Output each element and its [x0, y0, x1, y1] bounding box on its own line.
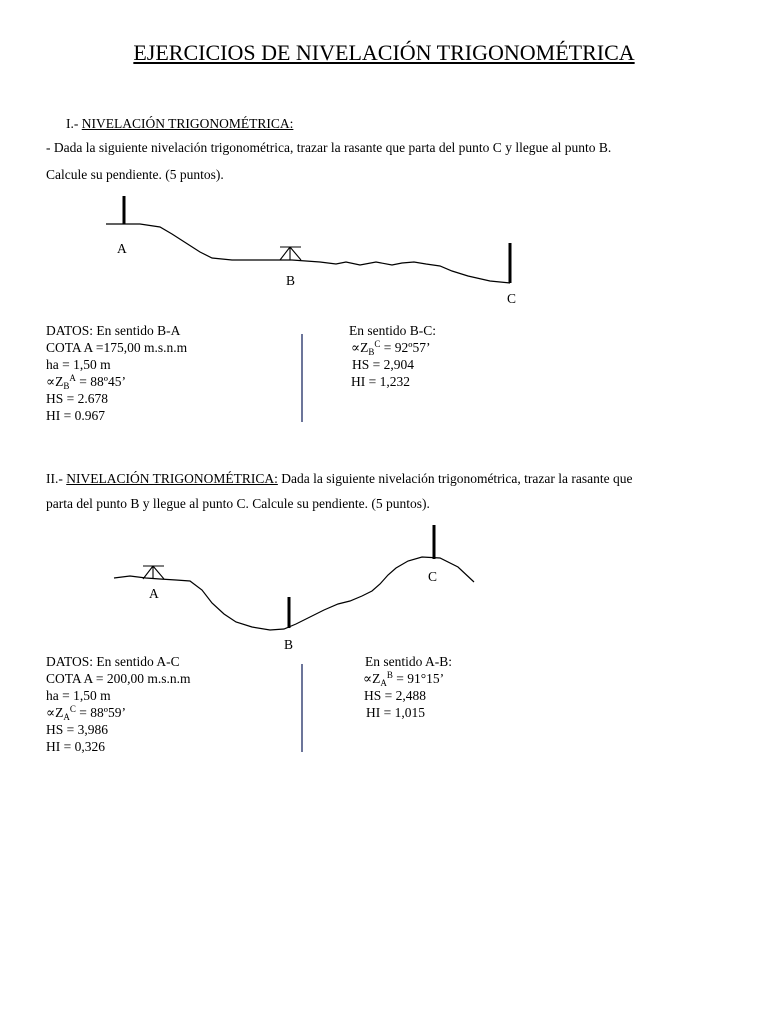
azimuth-symbol: ∝Z	[363, 671, 381, 686]
point-label-a-2: A	[149, 586, 159, 601]
sec2-right-hi: HI = 1,015	[366, 705, 425, 720]
sec2-left-header: DATOS: En sentido A-C	[46, 654, 180, 669]
sec1-left-hs: HS = 2.678	[46, 391, 108, 406]
azimuth-sup: C	[69, 704, 76, 714]
sec1-right-header: En sentido B-C:	[349, 323, 436, 338]
sec1-instruction-line2: Calcule su pendiente. (5 puntos).	[46, 167, 224, 182]
sec2-left-hs: HS = 3,986	[46, 722, 108, 737]
sec2-data-left	[46, 653, 191, 755]
sec1-left-cota: COTA A =175,00 m.s.n.m	[46, 340, 188, 355]
point-label-a-1: A	[117, 241, 127, 256]
azimuth-sub: A	[380, 678, 387, 688]
sec1-left-ha: ha = 1,50 m	[46, 357, 111, 372]
azimuth-sub: B	[63, 381, 70, 391]
azimuth-sub: B	[368, 347, 375, 357]
page-title: EJERCICIOS DE NIVELACIÓN TRIGONOMÉTRICA	[133, 40, 635, 65]
azimuth-sup: A	[69, 373, 76, 383]
azimuth-symbol: ∝Z	[46, 705, 64, 720]
sec2-right-azimuth	[355, 670, 452, 687]
terrain-profile-2	[114, 557, 474, 630]
azimuth-sup: C	[374, 339, 381, 349]
azimuth-sub: A	[63, 712, 70, 722]
point-label-c-1: C	[507, 291, 517, 306]
sec1-left-azimuth	[46, 373, 187, 390]
instrument-a-2	[143, 566, 164, 579]
sec2-instruction-line1: Dada la siguiente nivelación trigonométrica, trazar la rasante que	[281, 471, 633, 486]
sec1-heading: NIVELACIÓN TRIGONOMÉTRICA:	[81, 116, 294, 131]
sec2-left-cota: COTA A = 200,00 m.s.n.m	[46, 671, 191, 686]
azimuth-value: = 91°15’	[396, 671, 445, 686]
azimuth-value: = 88º59’	[79, 705, 126, 720]
azimuth-symbol: ∝Z	[351, 340, 369, 355]
instrument-b-1	[280, 247, 301, 260]
sec1-data-left	[46, 322, 187, 424]
sec2-heading: NIVELACIÓN TRIGONOMÉTRICA:	[66, 471, 278, 486]
sec1-left-header: DATOS: En sentido B-A	[46, 323, 181, 338]
sec1-number: I.-	[66, 116, 79, 131]
azimuth-symbol: ∝Z	[46, 374, 64, 389]
sec1-right-azimuth	[339, 339, 436, 356]
sec1-right-hi: HI = 1,232	[351, 374, 410, 389]
profile-diagram-2	[114, 525, 474, 630]
sec2-left-ha: ha = 1,50 m	[46, 688, 111, 703]
sec2-number: II.-	[46, 471, 63, 486]
azimuth-value: = 92º57’	[383, 340, 431, 355]
sec2-left-azimuth	[46, 704, 191, 721]
sec2-right-hs: HS = 2,488	[364, 688, 426, 703]
point-label-b-1: B	[286, 273, 296, 288]
azimuth-sup: B	[386, 670, 393, 680]
sec1-instruction-line1: - Dada la siguiente nivelación trigonométrica, trazar la rasante que parta del punto C y llegue al punto B.	[46, 140, 612, 155]
azimuth-value: = 88º45’	[79, 374, 126, 389]
sec1-right-hs: HS = 2,904	[352, 357, 414, 372]
profile-diagram-1	[106, 196, 510, 283]
sec2-data-right	[355, 653, 452, 721]
sec2-heading-row	[46, 470, 632, 487]
terrain-profile-1	[106, 224, 510, 283]
sec2-instruction-line2: parta del punto B y llegue al punto C. Calcule su pendiente. (5 puntos).	[46, 496, 430, 511]
sec2-left-hi: HI = 0,326	[46, 739, 105, 754]
point-label-c-2: C	[428, 569, 438, 584]
sec2-right-header: En sentido A-B:	[365, 654, 452, 669]
sec1-data-right	[339, 322, 436, 390]
sec1-left-hi: HI = 0.967	[46, 408, 105, 423]
point-label-b-2: B	[284, 637, 294, 652]
